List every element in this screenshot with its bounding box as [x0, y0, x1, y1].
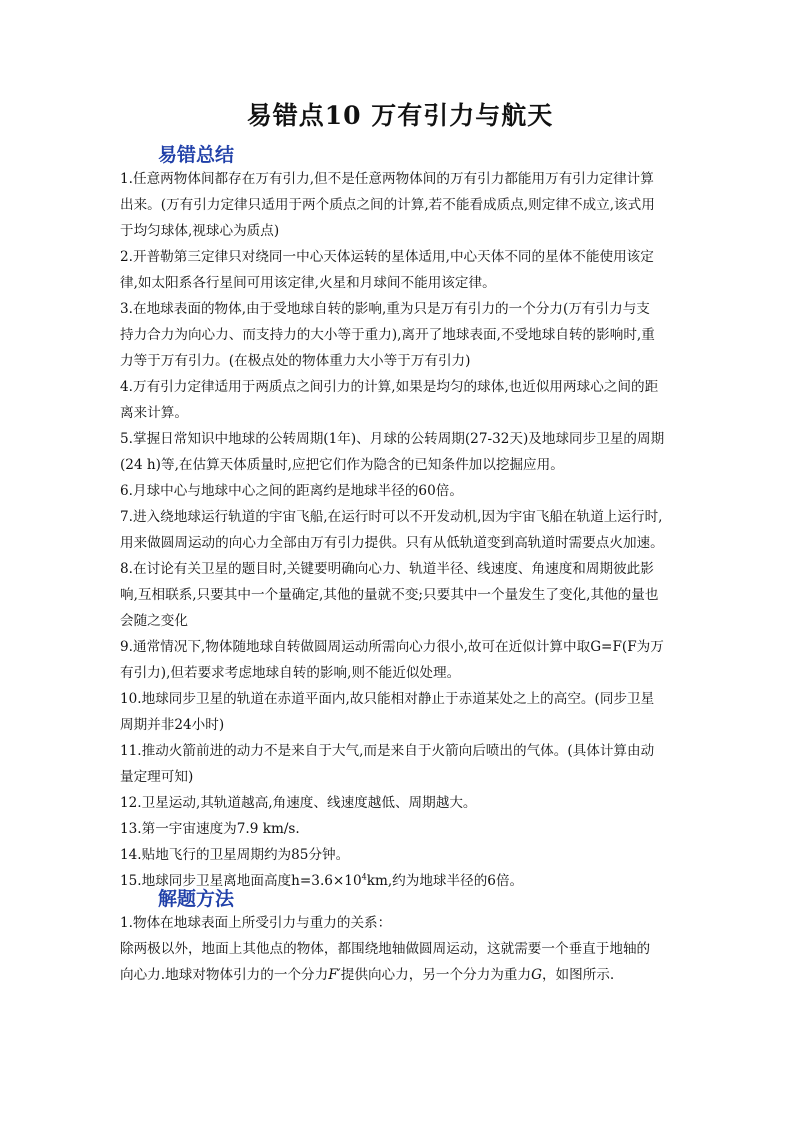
summary-line: 13.第一宇宙速度为7.9 km/s. [120, 821, 300, 837]
summary-text: km,约为地球半径的6倍。 [366, 873, 524, 889]
summary-line: 8.在讨论有关卫星的题目时,关键要明确向心力、轨道半径、线速度、角速度和周期彼此影 [120, 561, 654, 577]
section-heading-methods: 解题方法 [158, 888, 235, 910]
summary-line: 9.通常情况下,物体随地球自转做圆周运动所需向心力很小,故可在近似计算中取G=F(F为万 [120, 639, 664, 655]
summary-block [120, 166, 682, 894]
gravity-symbol: G [531, 967, 542, 983]
method-line [120, 962, 682, 988]
summary-line: 出来。(万有引力定律只适用于两个质点之间的计算,若不能看成质点,则定律不成立,该式用 [120, 197, 655, 213]
summary-line: 5.掌握日常知识中地球的公转周期(1年)、月球的公转周期(27-32天)及地球同步卫星的周期 [120, 431, 665, 447]
summary-line: 持力合力为向心力、而支持力的大小等于重力),离开了地球表面,不受地球自转的影响时,重 [120, 327, 655, 343]
summary-line: 10.地球同步卫星的轨道在赤道平面内,故只能相对静止于赤道某处之上的高空。(同步卫星 [120, 691, 655, 707]
summary-line: 周期并非24小时) [120, 717, 225, 733]
summary-text: 15.地球同步卫星离地面高度h=3.6×10 [120, 873, 362, 889]
summary-line: 12.卫星运动,其轨道越高,角速度、线速度越低、周期越大。 [120, 795, 477, 811]
method-line: 除两极以外，地面上其他点的物体，都围绕地轴做圆周运动，这就需要一个垂直于地轴的 [120, 941, 651, 957]
summary-line: 力等于万有引力。(在极点处的物体重力大小等于万有引力) [120, 353, 471, 369]
summary-line: 4.万有引力定律适用于两质点之间引力的计算,如果是均匀的球体,也近似用两球心之间的距 [120, 379, 659, 395]
summary-line: 用来做圆周运动的向心力全部由万有引力提供。只有从低轨道变到高轨道时需要点火加速。 [120, 535, 664, 551]
summary-line: 有引力),但若要求考虑地球自转的影响,则不能近似处理。 [120, 665, 461, 681]
section-heading-summary: 易错总结 [158, 144, 235, 166]
method-block [120, 910, 682, 988]
summary-line: 响,互相联系,只要其中一个量确定,其他的量就不变;只要其中一个量发生了变化,其他的量也 [120, 587, 659, 603]
method-text: ，如图所示. [541, 967, 615, 983]
summary-line: 量定理可知) [120, 769, 194, 785]
exponent: 4 [361, 872, 367, 882]
summary-line: (24 h)等,在估算天体质量时,应把它们作为隐含的已知条件加以挖掘应用。 [120, 457, 564, 473]
summary-line: 6.月球中心与地球中心之间的距离约是地球半径的60倍。 [120, 483, 463, 499]
force-symbol: F [328, 967, 338, 983]
summary-line: 3.在地球表面的物体,由于受地球自转的影响,重为只是万有引力的一个分力(万有引力与支 [120, 301, 650, 317]
summary-line: 1.任意两物体间都存在万有引力,但不是任意两物体间的万有引力都能用万有引力定律计算 [120, 171, 654, 187]
summary-line: 14.贴地飞行的卫星周期约为85分钟。 [120, 847, 350, 863]
summary-line: 会随之变化 [120, 613, 188, 629]
summary-line: 于均匀球体,视球心为质点) [120, 223, 280, 239]
summary-line: 2.开普勒第三定律只对绕同一中心天体运转的星体适用,中心天体不同的星体不能使用该定 [120, 249, 654, 265]
summary-line: 律,如太阳系各行星间可用该定律,火星和月球间不能用该定律。 [120, 275, 496, 291]
method-line: 1.物体在地球表面上所受引力与重力的关系： [120, 915, 392, 931]
method-text: 向心力.地球对物体引力的一个分力 [120, 967, 329, 983]
summary-line: 11.推动火箭前进的动力不是来自于大气,而是来自于火箭向后喷出的气体。(具体计算由动 [120, 743, 655, 759]
summary-line: 7.进入绕地球运行轨道的宇宙飞船,在运行时可以不开发动机,因为宇宙飞船在轨道上运行时, [120, 509, 663, 525]
summary-line: 离来计算。 [120, 405, 188, 421]
page-title: 易错点10 万有引力与航天 [246, 101, 554, 130]
method-text: ′提供向心力，另一个分力为重力 [337, 967, 532, 983]
